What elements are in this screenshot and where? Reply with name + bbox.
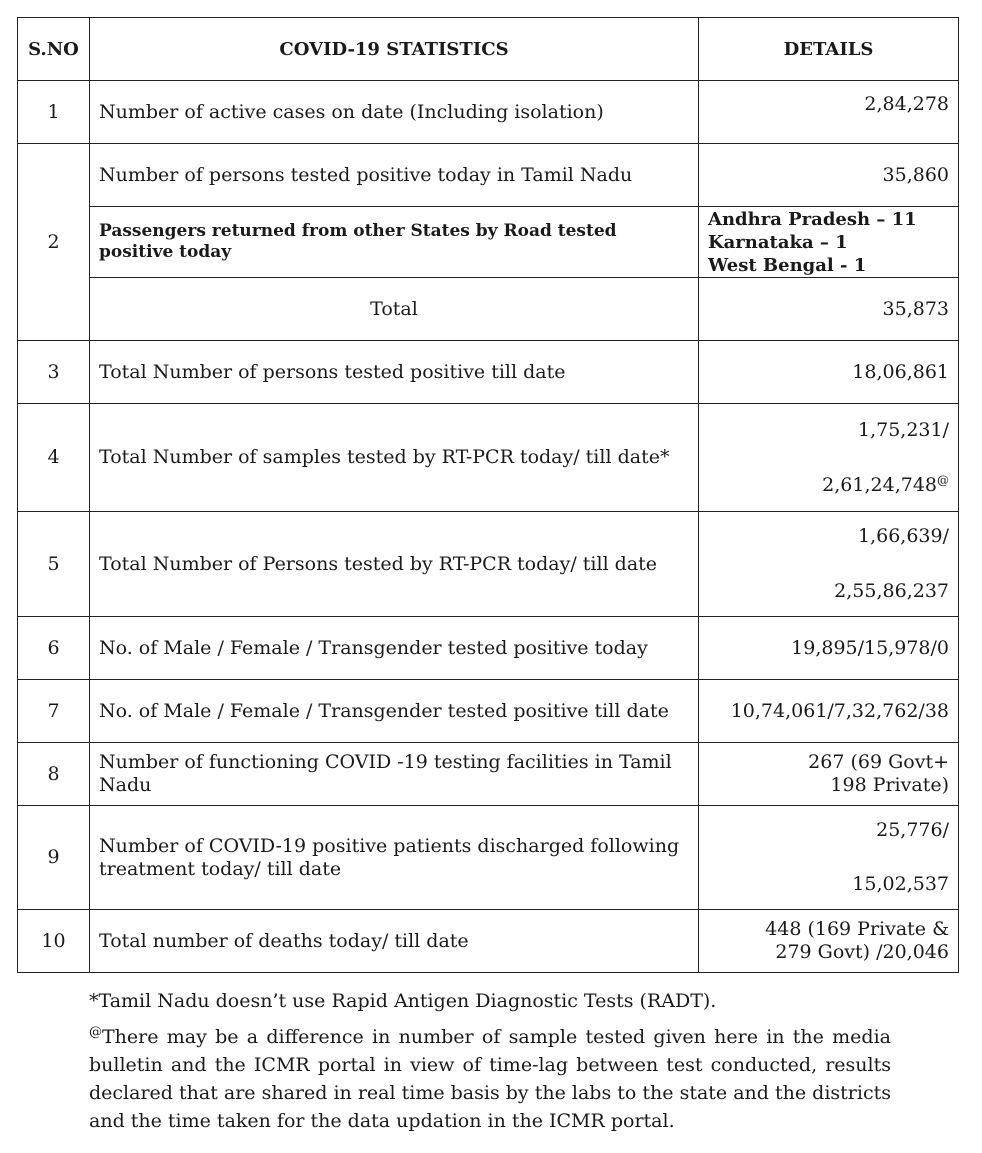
footnote-icmr [89, 1019, 891, 1135]
footnote-radt: *Tamil Nadu doesn’t use Rapid Antigen Diagnostic Tests (RADT). [89, 990, 717, 1012]
at-footnote-mark: @ [89, 1025, 102, 1040]
state-count: Andhra Pradesh – 11 [708, 208, 917, 230]
row-statistic: Passengers returned from other States by Road tested positive today [90, 207, 699, 278]
covid-statistics-table [17, 17, 959, 973]
details-till-date: 2,61,24,748@ [822, 472, 949, 496]
row-details: 10,74,061/7,32,762/38 [699, 680, 959, 743]
row-details [699, 512, 959, 617]
row-statistic: Number of functioning COVID -19 testing facilities in Tamil Nadu [90, 743, 699, 806]
table-row [18, 404, 959, 512]
row-number: 1 [18, 81, 90, 144]
row-details: 18,06,861 [699, 341, 959, 404]
row-number: 9 [18, 806, 90, 910]
table-row [18, 743, 959, 806]
footnotes [89, 987, 891, 1135]
table-row [18, 207, 959, 278]
table-row [18, 81, 959, 144]
table-row [18, 910, 959, 973]
footnote-icmr-text: There may be a difference in number of sample tested given here in the media bulletin and the ICMR portal in view of time-lag between test conducted, results declared that are shared in real time basis by the labs to the state and the districts and the time taken for the data updation in the ICMR portal. [89, 1026, 891, 1132]
row-statistic: No. of Male / Female / Transgender tested positive today [90, 617, 699, 680]
row-statistic: No. of Male / Female / Transgender tested positive till date [90, 680, 699, 743]
at-footnote-mark: @ [937, 472, 949, 487]
row-number: 7 [18, 680, 90, 743]
row-statistic-total: Total [90, 278, 699, 341]
row-statistic: Total Number of persons tested positive till date [90, 341, 699, 404]
row-details [699, 806, 959, 910]
row-number: 2 [18, 144, 90, 341]
details-today: 1,66,639/ [857, 525, 949, 547]
row-statistic: Number of COVID-19 positive patients discharged following treatment today/ till date [90, 806, 699, 910]
row-number: 10 [18, 910, 90, 973]
row-statistic: Total number of deaths today/ till date [90, 910, 699, 973]
header-row [18, 18, 959, 81]
details-line: 448 (169 Private & [765, 918, 949, 940]
row-statistic: Number of active cases on date (Including isolation) [90, 81, 699, 144]
details-line: 198 Private) [830, 774, 949, 796]
row-number: 8 [18, 743, 90, 806]
details-today: 25,776/ [876, 819, 949, 841]
details-line: 267 (69 Govt+ [808, 751, 949, 773]
table-row [18, 617, 959, 680]
header-statistics: COVID-19 STATISTICS [90, 18, 699, 81]
row-number: 5 [18, 512, 90, 617]
state-count: Karnataka – 1 [708, 231, 848, 253]
header-details: DETAILS [699, 18, 959, 81]
table-row [18, 278, 959, 341]
row-details [699, 404, 959, 512]
row-details [699, 910, 959, 973]
table-row [18, 680, 959, 743]
row-details: 35,873 [699, 278, 959, 341]
row-number: 4 [18, 404, 90, 512]
row-details [699, 743, 959, 806]
table-row [18, 341, 959, 404]
row-statistic: Number of persons tested positive today in Tamil Nadu [90, 144, 699, 207]
details-till-date: 15,02,537 [852, 873, 949, 895]
row-details: 35,860 [699, 144, 959, 207]
row-statistic: Total Number of samples tested by RT-PCR today/ till date* [90, 404, 699, 512]
details-line: 279 Govt) /20,046 [775, 941, 949, 963]
row-statistic: Total Number of Persons tested by RT-PCR today/ till date [90, 512, 699, 617]
table-row [18, 806, 959, 910]
row-details: 19,895/15,978/0 [699, 617, 959, 680]
table-row [18, 512, 959, 617]
header-sno: S.NO [18, 18, 90, 81]
state-count: West Bengal - 1 [708, 254, 867, 276]
details-till-date: 2,55,86,237 [834, 580, 949, 602]
row-details-states [699, 207, 959, 278]
row-number: 6 [18, 617, 90, 680]
row-details: 2,84,278 [699, 81, 959, 144]
details-today: 1,75,231/ [857, 418, 949, 441]
row-number: 3 [18, 341, 90, 404]
table-row [18, 144, 959, 207]
